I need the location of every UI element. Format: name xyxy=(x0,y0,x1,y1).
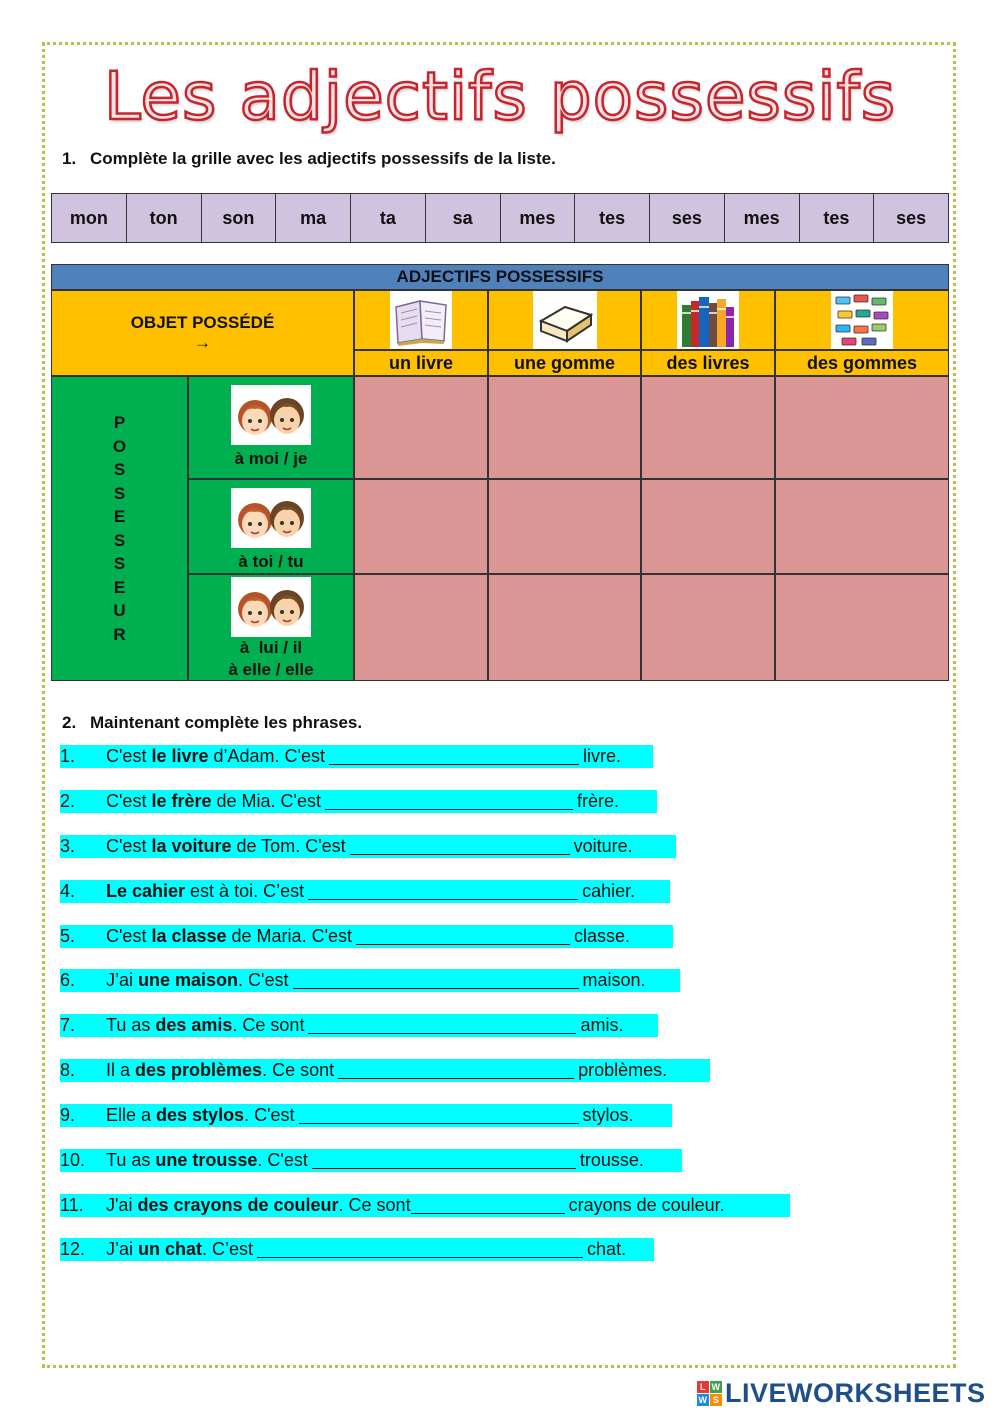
sentence-bold: des stylos xyxy=(156,1105,245,1125)
sentence-bold: un chat xyxy=(138,1239,203,1259)
answer-cell[interactable] xyxy=(775,479,949,574)
sentence-text: . Ce sont xyxy=(338,1195,411,1215)
sentence-end: frère. xyxy=(576,791,619,811)
owner-cell-lui-elle xyxy=(188,574,354,681)
word-bank-item[interactable]: ma xyxy=(276,194,351,242)
possessive-grid xyxy=(51,264,949,681)
owner-cell-moi xyxy=(188,376,354,479)
answer-blank[interactable] xyxy=(257,1238,583,1258)
sentence-row xyxy=(60,745,653,768)
sentence-bold: la classe xyxy=(151,926,227,946)
sentence-text: . C’est xyxy=(202,1239,254,1259)
logo-text: LIVEWORKSHEETS xyxy=(725,1377,986,1408)
book-icon xyxy=(390,291,452,349)
word-bank-item[interactable]: mes xyxy=(725,194,800,242)
exercise-1-instruction xyxy=(62,149,556,169)
sentence-row xyxy=(60,925,673,948)
possessor-letter: S xyxy=(113,460,126,479)
sentence-bold: des problèmes xyxy=(135,1060,263,1080)
answer-cell[interactable] xyxy=(775,574,949,681)
sentence-row xyxy=(60,969,680,992)
sentence-text: de Mia. C'est xyxy=(211,791,321,811)
word-bank-item[interactable]: mes xyxy=(501,194,576,242)
word-bank-item[interactable]: ton xyxy=(127,194,202,242)
sentence-text: de Tom. C'est xyxy=(231,836,346,856)
possessor-letter: S xyxy=(113,554,126,573)
answer-cell[interactable] xyxy=(775,376,949,479)
word-bank-item[interactable]: ses xyxy=(650,194,725,242)
object-picture-cell xyxy=(641,290,775,350)
object-label: OBJET POSSÉDÉ xyxy=(130,313,275,332)
sentence-number: 9. xyxy=(60,1105,76,1125)
owner-label: à lui / il xyxy=(239,638,303,657)
sentence-row xyxy=(60,1104,672,1127)
possessor-letter: S xyxy=(113,483,126,503)
answer-blank[interactable] xyxy=(308,1014,576,1034)
logo-mark-letter: S xyxy=(710,1394,722,1406)
sentence-end: crayons de couleur. xyxy=(568,1195,725,1215)
sentence-text: Tu as xyxy=(106,1015,156,1035)
sentence-row xyxy=(60,1238,654,1261)
possessor-letter: O xyxy=(112,436,127,456)
sentence-bold: le frère xyxy=(151,791,212,811)
exercise-2-instruction xyxy=(62,713,362,733)
eraser-icon xyxy=(533,291,597,349)
answer-blank[interactable] xyxy=(350,835,570,855)
sentence-text: . Ce sont xyxy=(262,1060,335,1080)
sentence-number: 10. xyxy=(60,1150,86,1170)
sentence-text: J’ai xyxy=(106,1239,139,1259)
sentence-text: d’Adam. C'est xyxy=(208,746,325,766)
sentence-end: cahier. xyxy=(582,881,636,901)
word-bank-item[interactable]: sa xyxy=(426,194,501,242)
word-bank-item[interactable]: ses xyxy=(874,194,948,242)
answer-cell[interactable] xyxy=(488,376,641,479)
possessor-letter: P xyxy=(113,413,126,432)
answer-blank[interactable] xyxy=(312,1149,576,1169)
sentence-text: Tu as xyxy=(106,1150,156,1170)
liveworksheets-logo-icon xyxy=(697,1381,722,1406)
sentence-text: . C'est xyxy=(257,1150,308,1170)
page-title: Les adjectifs possessifs xyxy=(103,58,897,135)
possessor-label-cell xyxy=(51,376,188,681)
object-label-une-gomme: une gomme xyxy=(488,350,641,376)
sentence-number: 7. xyxy=(60,1015,76,1035)
possessor-letter: E xyxy=(113,577,126,597)
sentence-bold: Le cahier xyxy=(106,881,186,901)
answer-cell[interactable] xyxy=(488,574,641,681)
answer-blank[interactable] xyxy=(293,969,579,989)
sentence-bold: le livre xyxy=(151,746,209,766)
children-faces-icon xyxy=(231,385,311,445)
sentence-end: trousse. xyxy=(579,1150,644,1170)
sentence-bold: des amis xyxy=(155,1015,233,1035)
sentence-end: amis. xyxy=(580,1015,624,1035)
sentence-bold: une maison xyxy=(138,970,239,990)
sentence-text: C'est xyxy=(106,926,152,946)
answer-cell[interactable] xyxy=(354,376,488,479)
answer-cell[interactable] xyxy=(641,574,775,681)
sentence-number: 2. xyxy=(60,791,76,811)
possessor-letter: R xyxy=(113,624,126,644)
sentence-text: est à toi. C’est xyxy=(185,881,305,901)
answer-blank[interactable] xyxy=(356,925,570,945)
answer-cell[interactable] xyxy=(354,574,488,681)
liveworksheets-logo[interactable] xyxy=(697,1378,986,1408)
object-picture-cell xyxy=(488,290,641,350)
sentence-bold: des crayons de couleur xyxy=(137,1195,339,1215)
sentence-end: problèmes. xyxy=(578,1060,668,1080)
sentence-number: 5. xyxy=(60,926,76,946)
sentence-row xyxy=(60,880,670,903)
sentence-text: C'est xyxy=(106,791,152,811)
sentence-end: classe. xyxy=(574,926,631,946)
exercise-2-text: Maintenant complète les phrases. xyxy=(90,713,363,732)
children-faces-icon xyxy=(231,577,311,637)
object-picture-cell xyxy=(775,290,949,350)
answer-blank[interactable] xyxy=(411,1194,565,1214)
object-label-un-livre: un livre xyxy=(354,350,488,376)
exercise-1-text: Complète la grille avec les adjectifs possessifs de la liste. xyxy=(90,149,556,168)
exercise-2-number: 2. xyxy=(62,713,77,732)
owner-label: à elle / elle xyxy=(228,660,314,679)
erasers-icon xyxy=(831,291,893,349)
sentence-end: stylos. xyxy=(582,1105,634,1125)
sentence-number: 1. xyxy=(60,746,76,766)
sentence-text: C'est xyxy=(106,746,152,766)
answer-cell[interactable] xyxy=(354,479,488,574)
sentence-row xyxy=(60,1059,710,1082)
answer-cell[interactable] xyxy=(488,479,641,574)
sentence-bold: une trousse xyxy=(155,1150,258,1170)
sentence-row xyxy=(60,1149,682,1172)
sentence-number: 3. xyxy=(60,836,76,856)
sentence-text: de Maria. C'est xyxy=(226,926,353,946)
object-label-cell xyxy=(51,290,354,376)
logo-mark-letter: W xyxy=(698,1394,708,1405)
possessor-letter: U xyxy=(113,601,126,620)
sentence-text: Elle a xyxy=(106,1105,157,1125)
answer-blank[interactable] xyxy=(325,790,573,810)
logo-mark-letter: W xyxy=(711,1381,721,1392)
sentence-row xyxy=(60,1194,790,1217)
sentence-number: 4. xyxy=(60,881,76,901)
grid-header: ADJECTIFS POSSESSIFS xyxy=(51,264,949,290)
sentence-number: 11. xyxy=(60,1195,84,1215)
sentence-text: J’ai xyxy=(106,970,139,990)
sentence-text: . Ce sont xyxy=(232,1015,305,1035)
sentence-text: . C'est xyxy=(244,1105,295,1125)
sentence-bold: la voiture xyxy=(151,836,232,856)
arrow-right-icon: → xyxy=(194,333,211,352)
word-bank-item[interactable]: mon xyxy=(52,194,127,242)
word-bank xyxy=(51,193,949,243)
word-bank-item[interactable]: ta xyxy=(351,194,426,242)
answer-blank[interactable] xyxy=(338,1059,574,1079)
possessor-letter: E xyxy=(113,507,126,526)
sentence-text: C'est xyxy=(106,836,152,856)
owner-label: à toi / tu xyxy=(238,552,304,571)
word-bank-item[interactable]: tes xyxy=(575,194,650,242)
answer-blank[interactable] xyxy=(308,880,578,900)
object-label-des-gommes: des gommes xyxy=(775,350,949,376)
sentence-number: 8. xyxy=(60,1060,76,1080)
possessor-label xyxy=(113,411,126,646)
sentence-number: 6. xyxy=(60,970,76,990)
answer-blank[interactable] xyxy=(329,745,579,765)
sentence-text: . C'est xyxy=(238,970,289,990)
sentence-end: maison. xyxy=(582,970,646,990)
answer-cell[interactable] xyxy=(641,479,775,574)
children-faces-icon xyxy=(231,488,311,548)
answer-cell[interactable] xyxy=(641,376,775,479)
possessor-letter: S xyxy=(113,530,126,550)
sentence-row xyxy=(60,835,676,858)
object-picture-cell xyxy=(354,290,488,350)
sentence-row xyxy=(60,790,657,813)
sentence-row xyxy=(60,1014,658,1037)
answer-blank[interactable] xyxy=(299,1104,579,1124)
sentence-number: 12. xyxy=(60,1239,86,1259)
exercise-1-number: 1. xyxy=(62,149,77,168)
owner-cell-toi xyxy=(188,479,354,574)
word-bank-item[interactable]: tes xyxy=(800,194,875,242)
sentence-text: J'ai xyxy=(106,1195,138,1215)
object-label-des-livres: des livres xyxy=(641,350,775,376)
books-stack-icon xyxy=(677,291,739,349)
sentence-end: voiture. xyxy=(573,836,633,856)
sentence-end: chat. xyxy=(587,1239,627,1259)
logo-mark-letter: L xyxy=(697,1381,709,1393)
sentence-text: Il a xyxy=(106,1060,136,1080)
word-bank-item[interactable]: son xyxy=(202,194,277,242)
owner-label: à moi / je xyxy=(234,449,308,468)
sentence-end: livre. xyxy=(582,746,621,766)
